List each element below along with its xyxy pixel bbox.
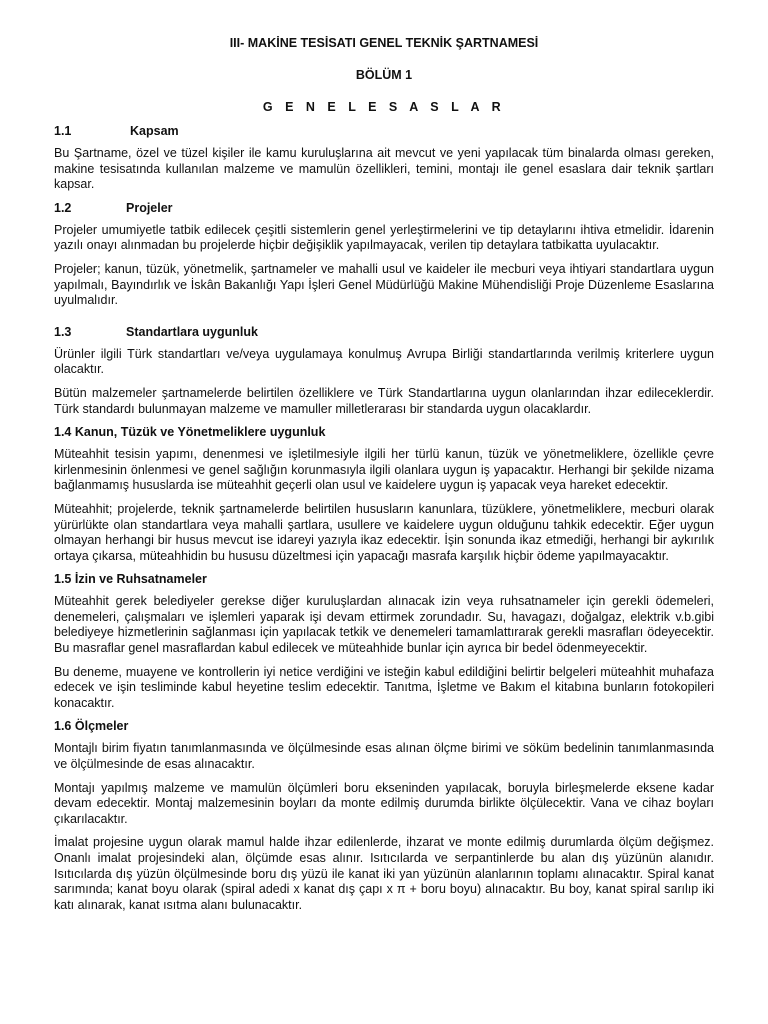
section-heading-text: Standartlara uygunluk	[126, 324, 258, 339]
section-number: 1.5	[54, 572, 72, 587]
section-1-2	[54, 201, 714, 309]
paragraph: Projeler; kanun, tüzük, yönetmelik, şartnameler ve mahalli usul ve kaideler ile mecburi veya ihtiyari standartlara uygun yapılmalı, Bayındırlık ve İskân Bakanlığı Yapı İşleri Genel Müdürlüğü Makine Mühendisliği Proje Düzenleme Esaslarına uyulmalıdır.	[54, 261, 714, 308]
paragraph: Bütün malzemeler şartnamelerde belirtilen özelliklere ve Türk Standartlarına uygun olanlarından ihzar edileceklerdir. Türk standardı bulunmayan malzeme ve mamuller milletlerarası bir standarda uygun olacaklardır.	[54, 385, 714, 416]
section-number: 1.6	[54, 719, 72, 734]
section-1-3	[54, 325, 714, 417]
paragraph: Montajlı birim fiyatın tanımlanmasında ve ölçülmesinde esas alınan ölçme birimi ve söküm bedelinin tanımlanmasında ve ölçülmesinde de esas alınacaktır.	[54, 741, 714, 772]
paragraph: Müteahhit; projelerde, teknik şartnamelerde belirtilen hususların kanunlara, tüzüklere, yönetmeliklere, mecburi olarak yürürlükte olan standartlara veya mahalli şartlara, usullere ve kaidelere uygun olduğunu tahkik edecektir. Eğer uygun olmayan herhangi bir husus mevcut ise idareyi yazıyla ikaz edecektir. İşin sonunda ikaz etmediği, herhangi bir aykırılık ortaya çıkarsa, müteahhidin bu hususu düzeltmesi için yapacağı masrafa karşılık hiçbir ödeme yapılmayacaktır.	[54, 501, 714, 563]
section-heading	[54, 201, 714, 215]
paragraph: Müteahhit tesisin yapımı, denenmesi ve işletilmesiyle ilgili her türlü kanun, tüzük ve yönetmeliklere, özellikle çevre kirlenmesinin önlenmesi ve genel sağlığın korunmasıyla ilgili olanlara uygun iş yapacaktır. Herhangi bir şekilde nizama bağlanmamış hususlarda ise müteahhit geçerli olan usul ve kaidelere uygun iş yapacak veya hareket edecektir.	[54, 447, 714, 493]
section-1-6	[54, 719, 714, 913]
section-1-5	[54, 572, 714, 711]
section-number: 1.4	[54, 425, 72, 440]
section-number: 1.2	[54, 200, 72, 215]
paragraph: Bu deneme, muayene ve kontrollerin iyi netice verdiğini ve isteğin kabul edildiğini belirtir belgeleri müteahhit muhafaza edecek ve işin tesliminde kabul heyetine teslim edecektir. Tanıtma, İşletme ve Bakım el kitabına bunların fotokopileri konacaktır.	[54, 664, 714, 710]
section-heading-text: Ölçmeler	[74, 719, 129, 734]
paragraph: Müteahhit gerek belediyeler gerekse diğer kuruluşlardan alınacak izin veya ruhsatnameler için gerekli ödemeleri, denemeleri, çalışmaları ve işlemleri yaparak işi devam ettirmek zorundadır. Su, havagazı, doğalgaz, elektrik v.b.gibi belediyeye hizmetlerinin sağlanması için yapılacak tetkik ve denemeleri tamamlattırarak gerekli masrafları ödeyecektir. Bu masraflar genel masraflardan kabul edilecek ve müteahhide bunlar için ayrıca bir bedel ödenmeyecektir.	[54, 594, 714, 656]
section-heading-text: Kanun, Tüzük ve Yönetmeliklere uygunluk	[74, 425, 326, 440]
paragraph: Montajı yapılmış malzeme ve mamulün ölçümleri boru ekseninden yapılacak, boruyla birleşmelerde eksene kadar devam edecektir. Montaj malzemesinin boyları da monte edilmiş durumda birlikte ölçülecektir. Vana ve cihaz boyları çıkarılacaktır.	[54, 780, 714, 826]
section-heading	[54, 325, 714, 339]
paragraph: Ürünler ilgili Türk standartları ve/veya uygulamaya konulmuş Avrupa Birliği standartlarında verilmiş kriterlere uygun olacaktır.	[54, 346, 714, 377]
part-title: G E N E L E S A S L A R	[262, 100, 506, 114]
section-1-1	[54, 124, 714, 193]
paragraph: Projeler umumiyetle tatbik edilecek çeşitli sistemlerin genel yerleştirmelerini ve tip detaylarını ihtiva etmelidir. İdarenin yazılı onayı alınmadan bu projelerde hiçbir değişiklik yapılmayacak, verilen tip detaylara tatbikatta uyulacaktır.	[54, 222, 714, 253]
spacer	[54, 317, 714, 325]
section-heading-text: Projeler	[126, 200, 173, 215]
chapter-title: BÖLÜM 1	[355, 68, 413, 82]
section-number: 1.3	[54, 324, 72, 339]
section-heading-text: İzin ve Ruhsatnameler	[74, 572, 207, 587]
section-heading	[54, 719, 714, 733]
document-title: III- MAKİNE TESİSATI GENEL TEKNİK ŞARTNAMESİ	[229, 36, 539, 50]
section-heading-text: Kapsam	[130, 124, 179, 138]
paragraph: İmalat projesine uygun olarak mamul halde ihzar edilenlerde, ihzarat ve monte edilmiş durumlarda ölçüm değişmez. Onanlı imalat projesindeki alan, ölçümde esas alınır. Isıtıcılarda ve serpantinlerde bu alan dış yüzünün alanıdır. Isıtıcılarda dış yüzün ölçülmesinde boru dış yüzü ile kanat iki yan yüzünün alanlarının toplamı alınacaktır. Spiral kanat sarımında; kanat boyu olarak (spiral adedi x kanat dış çapı x π + boru boyu) alınacaktır. Bu boy, kanat spiral sarılıp iki katı alınarak, kanat ısıtma alanı bulunacaktır.	[54, 835, 714, 912]
section-heading	[54, 124, 714, 138]
section-heading	[54, 425, 714, 439]
document-body	[54, 36, 714, 921]
section-1-4	[54, 425, 714, 564]
section-heading	[54, 572, 714, 586]
paragraph: Bu Şartname, özel ve tüzel kişiler ile kamu kuruluşlarına ait mevcut ve yeni yapılacak tüm binalarda olması gereken, makine tesisatında kullanılan malzeme ve mamulün özellikleri, temini, montajı ile genel esaslara dair teknik şartları kapsar.	[54, 146, 714, 192]
section-number: 1.1	[54, 124, 72, 138]
